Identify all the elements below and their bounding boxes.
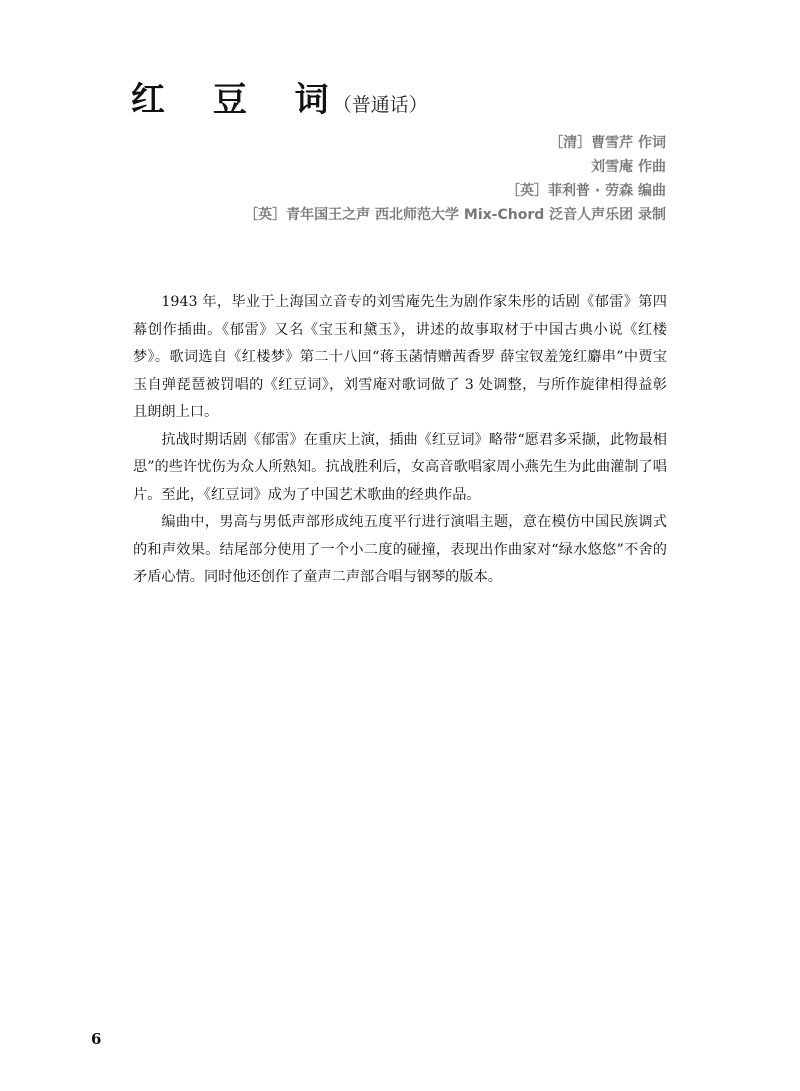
song-title-subtitle: （普通话） <box>332 94 428 116</box>
credits-block <box>244 131 666 227</box>
credit-composer: 刘雪庵 作曲 <box>591 159 666 175</box>
song-title <box>131 72 428 121</box>
paragraph: 1943 年，毕业于上海国立音专的刘雪庵先生为剧作家朱彤的话剧《郁雷》第四幕创作插曲。《郁雷》又名《宝玉和黛玉》，讲述的故事取材于中国古典小说《红楼梦》。歌词选自《红楼梦》第二十八回“蒋玉菡情赠茜香罗 薛宝钗羞笼红麝串”中贾宝玉自弹琵琶被罚唱的《红豆词》，刘雪庵对歌词做了 3 处调整，与所作旋律相得益彰且朗朗上口。 <box>133 294 667 420</box>
credit-recording: ［英］青年国王之声 西北师范大学 Mix-Chord 泛音人声乐团 录制 <box>244 207 666 223</box>
paragraph: 编曲中，男高与男低声部形成纯五度平行进行演唱主题，意在模仿中国民族调式的和声效果。结尾部分使用了一个小二度的碰撞，表现出作曲家对“绿水悠悠”不舍的矛盾心情。同时他还创作了童声二声部合唱与钢琴的版本。 <box>133 514 667 585</box>
article-body <box>133 289 667 592</box>
song-title-main: 红 豆 词 <box>131 80 347 120</box>
credit-arranger: ［英］菲利普 · 劳森 编曲 <box>506 183 666 199</box>
paragraph: 抗战时期话剧《郁雷》在重庆上演，插曲《红豆词》略带“愿君多采撷，此物最相思”的些许忧伤为众人所熟知。抗战胜利后，女高音歌唱家周小燕先生为此曲灌制了唱片。至此，《红豆词》成为了中国艺术歌曲的经典作品。 <box>133 431 667 503</box>
page-number: 6 <box>91 1030 102 1048</box>
credit-lyricist: ［清］曹雪芹 作词 <box>549 135 666 151</box>
